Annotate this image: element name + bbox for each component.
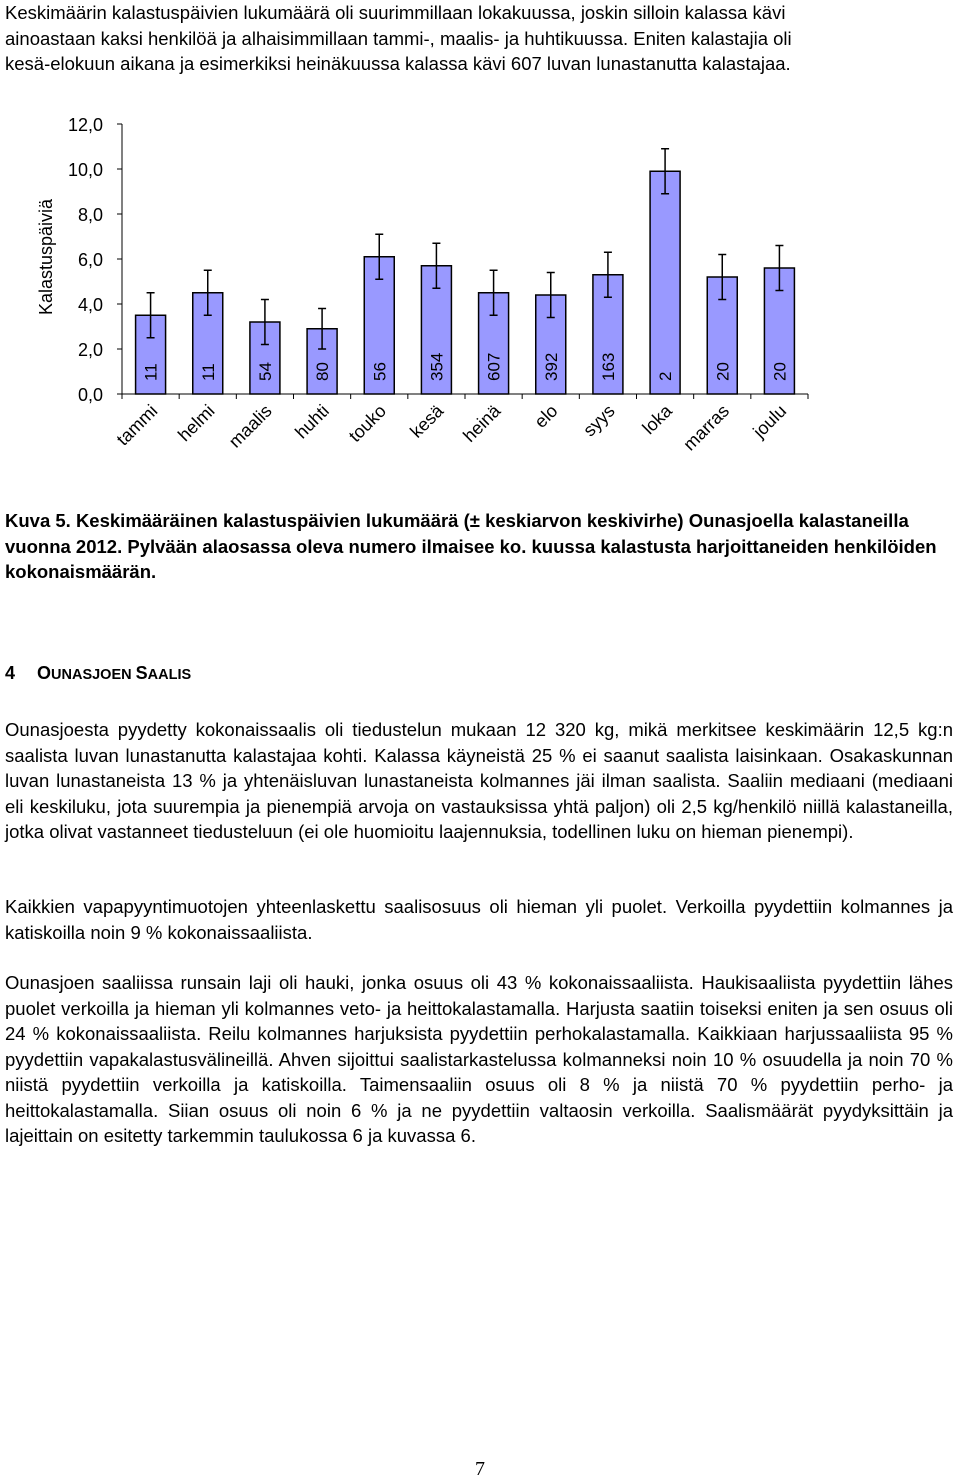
x-category-label: huhti xyxy=(291,400,333,443)
bar-count-label: 54 xyxy=(255,362,275,381)
bar-count-label: 2 xyxy=(656,371,676,381)
x-category-label: loka xyxy=(638,400,676,439)
bar-count-label: 354 xyxy=(427,352,447,381)
paragraph-species: Ounasjoen saaliissa runsain laji oli hauki, jonka osuus oli 43 % kokonaissaaliista. Haukisaaliista pyydettiin lähes puolet verkoilla ja hieman yli kolmannes veto- ja heittokalastamalla. Harjusta saatiin toiseksi eniten ja sen osuus oli 24 % kokonaissaaliista. Reilu kolmannes harjuksista pyydettiin perhokalastamalla. Kaikkiaan harjussaaliista 95 % pyydettiin vapakalastusvälineillä. Ahven sijoittui saalistarkastelussa kolmanneksi noin 10 % osuudella ja noin 70 % niistä pyydettiin verkoilla ja katiskoilla. Taimensaaliin osuus oli 8 % ja niistä 70 % pyydettiin perho- ja heittokalastamalla. Siian osuus oli noin 6 % ja ne pyydettiin valtaosin verkoilla. Saalismäärät pyydyksittäin ja lajeittain on esitetty tarkemmin taulukossa 6 ja kuvassa 6. xyxy=(5,972,953,1146)
x-category-label: kesä xyxy=(406,400,448,442)
y-tick-label: 2,0 xyxy=(77,340,103,360)
intro-paragraph xyxy=(5,0,953,77)
paragraph-gear-share: Kaikkien vapapyyntimuotojen yhteenlaskettu saalisosuus oli hieman yli puolet. Verkoilla pyydettiin kolmannes ja katiskoilla noin 9 % kokonaissaaliista. xyxy=(5,896,953,943)
y-tick-label: 4,0 xyxy=(77,295,103,315)
y-tick-label: 12,0 xyxy=(67,115,103,135)
bar-loka xyxy=(650,171,680,394)
paragraph-catch-total: Ounasjoesta pyydetty kokonaissaalis oli tiedustelun mukaan 12 320 kg, mikä merkitsee keskimäärin 12,5 kg:n saalista luvan lunastanutta kalastajaa kohti. Kalassa käyneistä 25 % ei saanut saalista laisinkaan. Osakaskunnan luvan lunastaneista 13 % ja yhtenäisluvan lunastaneista kolmannes jäi ilman saalista. Saaliin mediaani (mediaani eli keskiluku, jota suurempia ja pienempiä arvoja on vastauksissa yhtä paljon) oli 2,5 kg/henkilö niillä kalastaneilla, jotka olivat vastanneet tiedusteluun (ei ole huomioitu laajennuksia, todellinen luku on hieman pienempi). xyxy=(5,719,953,842)
section-number: 4 xyxy=(5,663,16,683)
x-category-label: marras xyxy=(679,400,734,455)
page-number: 7 xyxy=(475,1458,485,1480)
section-title-part: O xyxy=(37,663,52,683)
bar-count-label: 607 xyxy=(484,352,504,381)
bar-count-label: 11 xyxy=(198,363,218,381)
section-title-part: UNASJOEN xyxy=(51,667,136,683)
intro-line-2: ainoastaan kaksi henkilöä ja alhaisimmillaan tammi-, maalis- ja huhtikuussa. Eniten kalastajia oli xyxy=(5,27,792,49)
fishing-days-bar-chart xyxy=(0,96,820,476)
bar-count-label: 20 xyxy=(770,362,790,381)
x-category-label: helmi xyxy=(174,400,219,446)
bar-count-label: 11 xyxy=(141,363,161,381)
x-category-label: syys xyxy=(579,400,619,441)
x-category-label: heinä xyxy=(459,400,505,446)
x-category-label: joulu xyxy=(749,400,791,442)
x-category-label: tammi xyxy=(112,400,162,450)
y-tick-label: 10,0 xyxy=(67,160,103,180)
x-category-label: elo xyxy=(530,400,562,432)
section-title-part: S xyxy=(135,663,148,683)
bar-count-label: 392 xyxy=(541,352,561,381)
figure-caption: Kuva 5. Keskimääräinen kalastuspäivien lukumäärä (± keskiarvon keskivirhe) Ounasjoella kalastaneilla vuonna 2012. Pylvään alaosassa oleva numero ilmaisee ko. kuussa kalastusta harjoittaneiden henkilöiden kokonaismäärän. xyxy=(5,510,937,582)
x-category-label: maalis xyxy=(224,400,276,452)
y-tick-label: 8,0 xyxy=(77,205,103,225)
intro-line-3: kesä-elokuun aikana ja esimerkiksi heinäkuussa kalassa kävi 607 luvan lunastanutta kalastajaa. xyxy=(5,53,791,74)
y-tick-label: 0,0 xyxy=(77,385,103,405)
y-axis-title: Kalastuspäiviä xyxy=(36,198,56,316)
intro-line-1: Keskimäärin kalastuspäivien lukumäärä oli suurimmillaan lokakuussa, joskin silloin kalassa kävi xyxy=(5,2,786,23)
bar-count-label: 20 xyxy=(713,362,733,381)
y-tick-label: 6,0 xyxy=(77,250,103,270)
bar-count-label: 163 xyxy=(598,352,618,381)
bar-count-label: 56 xyxy=(370,362,390,381)
x-category-label: touko xyxy=(344,400,391,446)
section-heading xyxy=(5,661,191,687)
bar-count-label: 80 xyxy=(313,362,333,381)
section-title-part: AALIS xyxy=(147,667,192,683)
